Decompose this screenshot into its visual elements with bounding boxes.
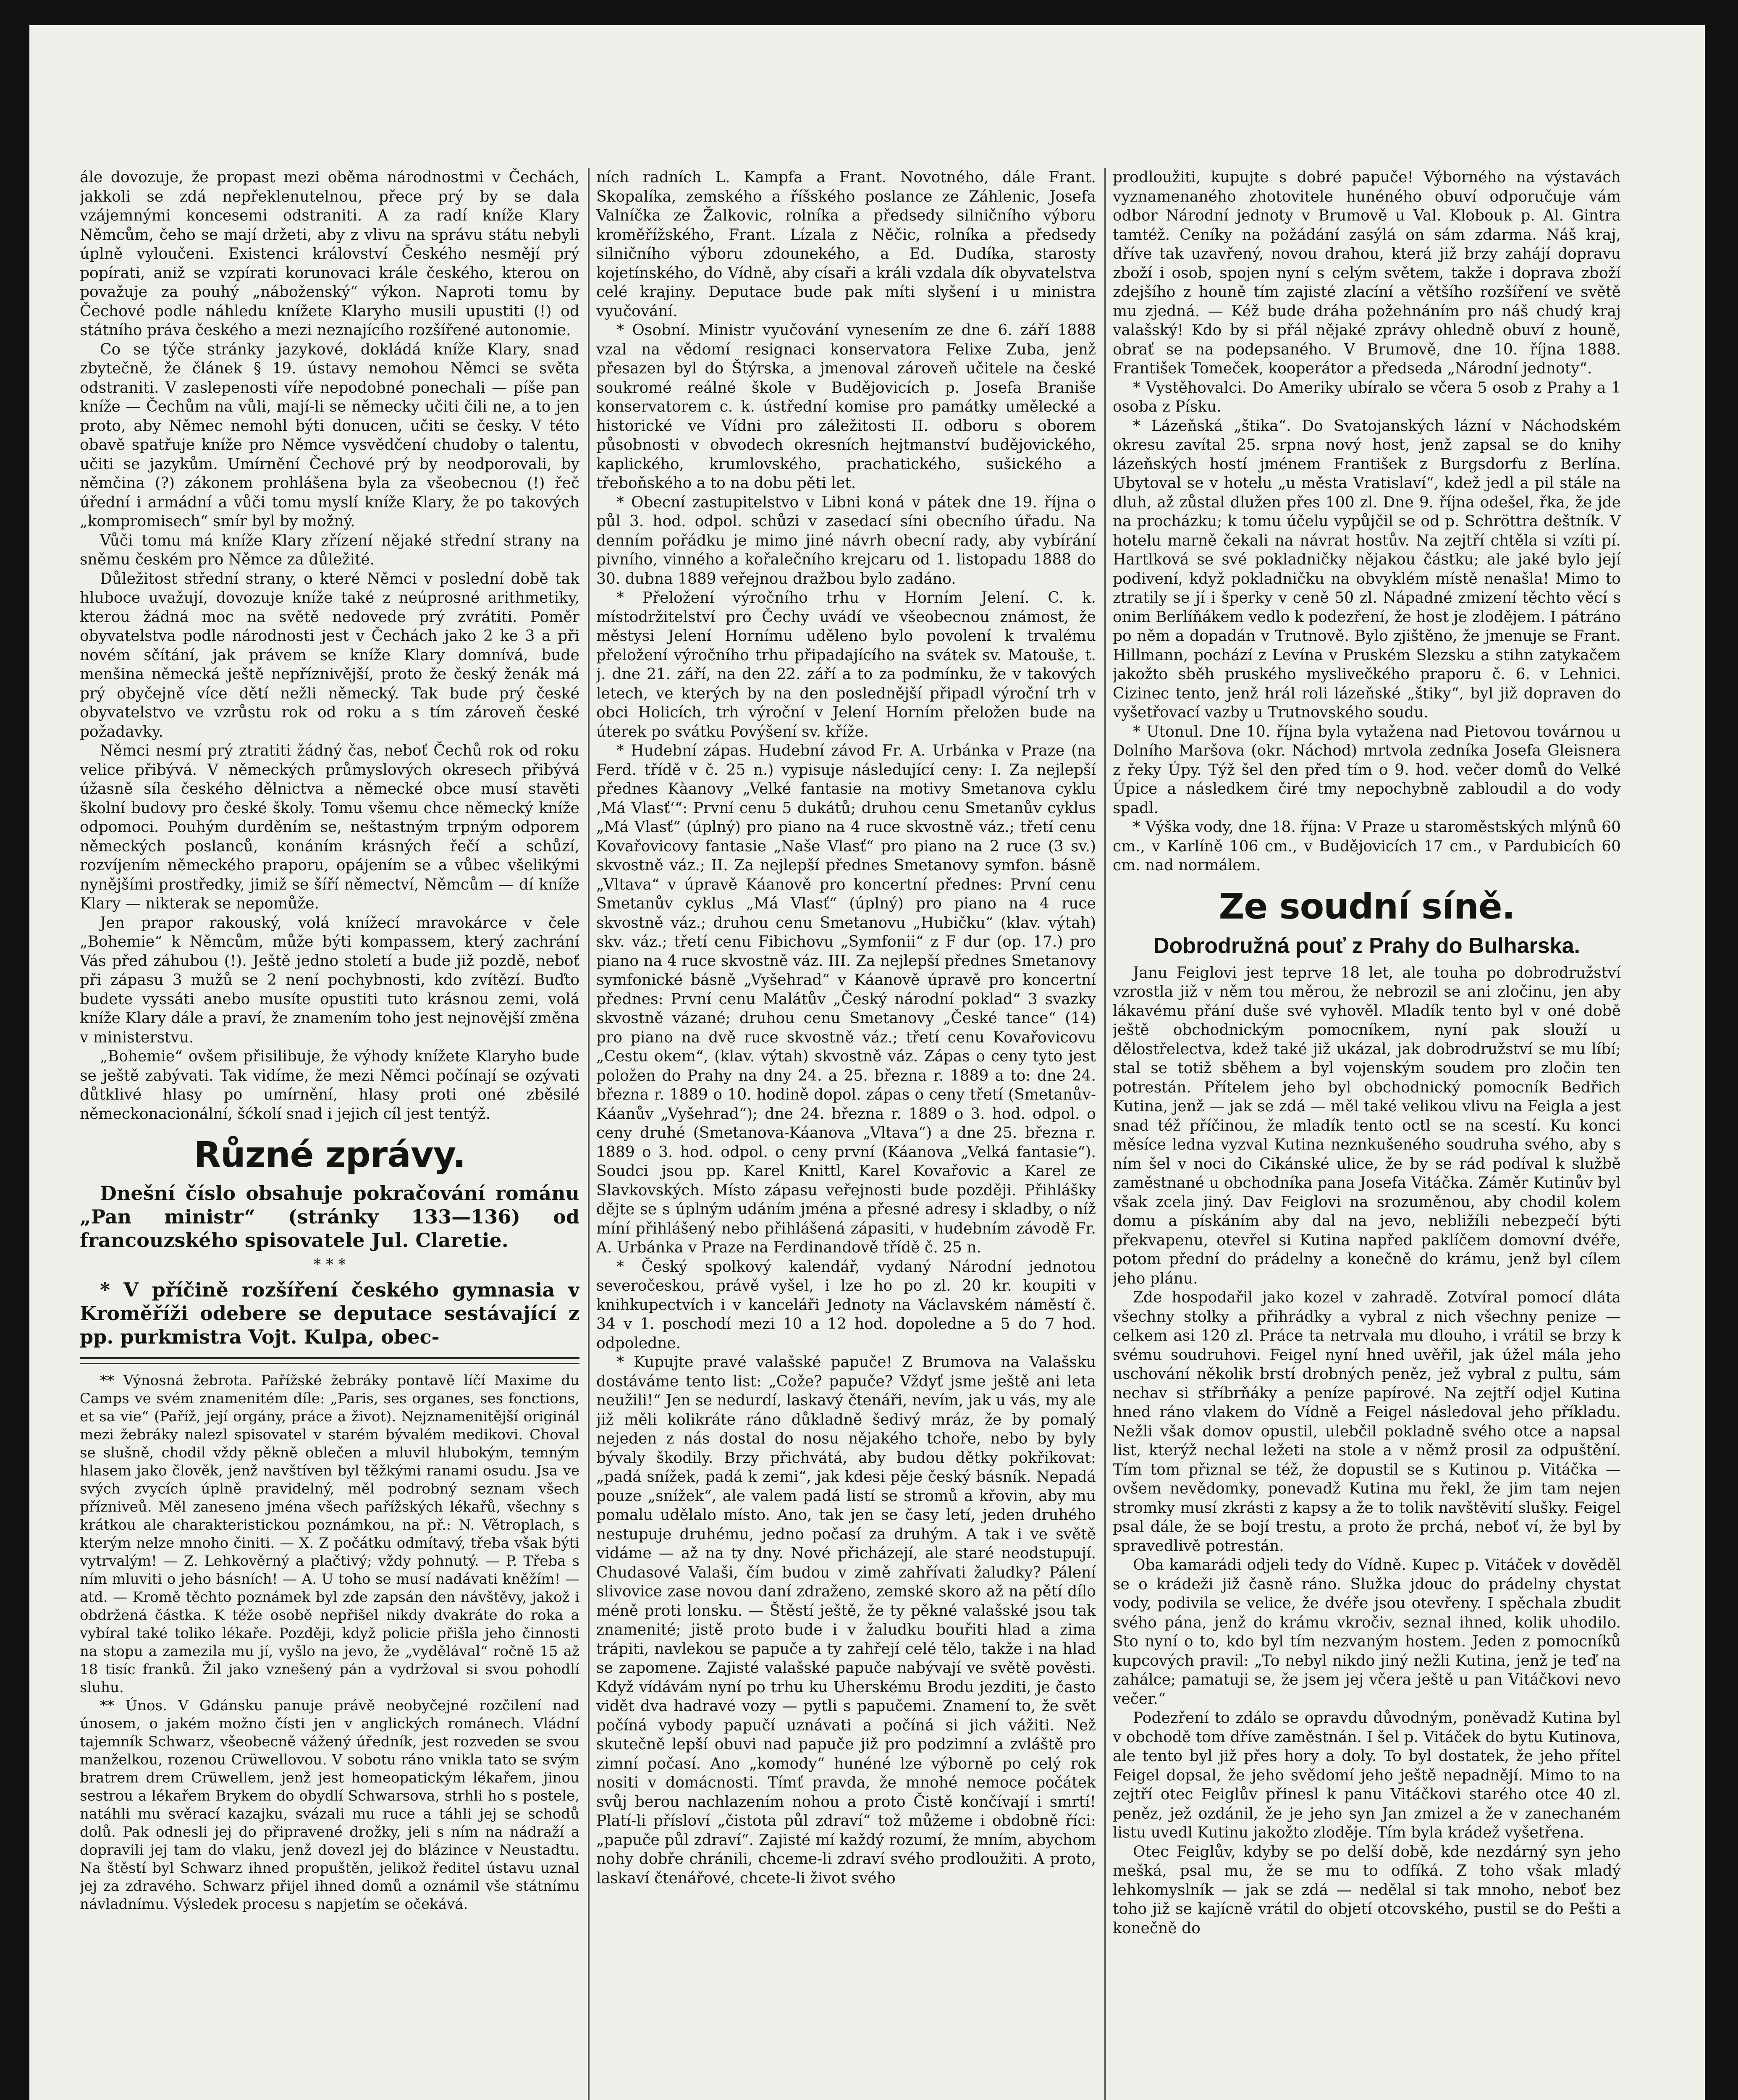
news-item: * Hudební zápas. Hudební závod Fr. A. Urbánka v Praze (na Ferd. třídě v č. 25 n.) vypisuje následující ceny: I. Za nejlepší přednes Kàanovy „Velké fantasie na motivy Smetanova cyklu ‚Má Vlasť‘“: První cenu 5 dukátů; druhou cenu Smetanův cyklus „Má Vlasť“ (úplný) pro piano na 4 ruce skvostně váz.; třetí cenu Kovařovicovy fantasie „Naše Vlasť“ pro piano na 2 ruce (3 sv.) skvostně váz.; II. Za nejlepší přednes Smetanovy symfon. básně „Vltava“ v úpravě Káanově pro koncertní přednes: První cenu Smetanův cyklus „Má Vlasť“ (úplný) pro piano na 4 ruce skvostně váz.; druhou cenu Smetanovu „Hubičku“ (klav. výtah) skv. váz.; třetí cenu Fibichovu „Symfonii“ z F dur (op. 17.) pro piano na 4 ruce skvostně váz. III. Za nejlepší přednes Smetanovy symfonické básně „Vyšehrad“ v Káanově úpravě pro koncertní přednes: První cenu Malátův „Český národní poklad“ 3 svazky skvostně vázané; druhou cenu Smetanovy „České tance“ (14) pro piano na dvě ruce skvostně váz.; třetí cenu Kovařovicovu „Cestu okem“, (klav. výtah) skvostně váz. Zápas o ceny tyto jest položen do Prahy na dny 24. a 25. března r. 1889 a to: dne 24. března r. 1889 o 10. hodině dopol. zápas o ceny třetí (Smetanův-Káanův „Vyšehrad“); dne 24. března r. 1889 o 3. hod. odpol. o ceny druhé (Smetanova-Káanova „Vltava“) a dne 25. března r. 1889 o 3. hod. odpol. o ceny první (Káanova „Velká fantasie“). Soudci jsou pp. Karel Knittl, Karel Kovařovic a Karel ze Slavkovských. Místo zápasu veřejnosti bude později. Přihlášky dějte se s úplným udáním jména a přesné adresy i skladby, o níž míní přihlášený nebo přihlášená zápasiti, v hudebním závodě Fr. A. Urbánka v Praze na Ferdinandově třídě č. 25 n. [596,742,1096,1256]
article-paragraph: Janu Feiglovi jest teprve 18 let, ale touha po dobrodružství vzrostla již v něm tou měrou, že nebrozil se ani zločinu, jen aby lákavému přání duše své vyhověl. Mladík tento byl v oné době ještě obchodnickým pomocníkem, nyní pak slouží u dělostřelectva, kdež také již ukázal, jak dobrodružství se mu líbí; stal se totiž sběhem a byl vojenským soudem pro zločin ten potrestán. Přítelem jeho byl obchodnický pomocník Bedřich Kutina, jenž — jak se zdá — měl také velikou vlivu na Feigla a jest snad též příčinou, že mladík tento octl se na scestí. Ku konci měsíce ledna vyzval Kutina neznkušeného soudruha svého, aby s ním šel v noci do Cikánské ulice, že by se rád podíval k službě zaměstnané u obchodníka pana Josefa Vitáčka. Záměr Kutinův byl však zcela jiný. Dav Feiglovi na srozuměnou, aby chodil kolem domu a pískáním aby dal na jevo, nebližíli nebezpečí býti překvapenu, otevřel si Kutina napřed paklíčem domovní dvéře, potom přední do prádelny a konečně do krámu, jenž byl cílem jeho plánu. [1113,964,1621,1287]
news-item: ních radních L. Kampfa a Frant. Novotného, dále Frant. Skopalíka, zemského a říšského poslance ze Záhlenic, Josefa Valníčka ze Žalkovic, rolníka a předsedy silničního výboru kroměřížského, Frant. Lízala z Něčic, rolníka a předsedy silničního výboru zdounekého, a Ed. Dudíka, starosty kojetínského, do Vídně, aby císaři a králi vzdala dík obyvatelstva celé krajiny. Deputace bude pak míti slyšení i u ministra vyučování. [596,169,1096,320]
column-middle [596,168,1096,2100]
newspaper-scan [29,25,1705,2100]
column-rule [588,168,590,2100]
article-paragraph: ále dovozuje, že propast mezi oběma národnostmi v Čechách, jakkoli se zdá nepřeklenutelnou, přece prý by se dala vzájemnými koncesemi odstraniti. A za radí kníže Klary Němcům, čeho se mají držeti, aby z vlivu na správu státu nebyli úplně vyloučeni. Existenci království Českého nesmějí prý popírati, aniž se vzpírati korunovaci krále českého, kterou on považuje za pouhý „náboženský“ výkon. Naproti tomu by Čechové podle náhledu knížete Klaryho musili upustiti (!) od státního práva českého a mezi neznajícího rozšířené autonomie. [80,169,579,339]
article-paragraph: Důležitost střední strany, o které Němci v poslední době tak hluboce uvažují, dovozuje kníže také z neúprosné arithmetiky, kterou žádná moc na světě nedovede prý zvrátiti. Poměr obyvatelstva podle národnosti jest v Čechách jako 2 ke 3 a při novém sčítání, jak právem se kníže Klary domnívá, bude menšina německá ještě nepříznivější, proto že český ženák má prý obyčejně více dětí nežli německý. Tak bude prý české obyvatelstvo ve vzrůstu rok od roku a s tím zároveň české požadavky. [80,570,579,740]
article-paragraph: Vůči tomu má kníže Klary zřízení nějaké střední strany na sněmu českém pro Němce za důležité. [80,532,579,568]
news-item: * Osobní. Ministr vyučování vynesením ze dne 6. září 1888 vzal na vědomí resignaci konservatora Felixe Zuba, jenž přesazen byl do Štýrska, a jmenoval zároveň učitele na české soukromé reálné škole v Budějovicích p. Josefa Braniše konservatorem c. k. ústřední komise pro památky umělecké a historické ve Vídni pro záležitosti II. odboru s oborem působnosti v obvodech okresních hejtmanství budějovického, kaplického, krumlovského, prachatického, sušického a třeboňského a to na dobu pěti let. [596,322,1096,492]
news-item: prodloužiti, kupujte s dobré papuče! Výborného na výstavách vyznamenaného zhotovitele hunéného obuví odporučuje vám odbor Národní jednoty v Brumově u Val. Klobouk p. Al. Gintra tamtéž. Ceníky na požádání zasýlá on sám zdarma. Náš kraj, dříve tak uzavřený, novou drahou, která již brzy zahájí dopravu zboží i osob, spojen nyní s celým světem, takže i doprava zboží zdejšího z houně tím zajisté zlacíní a většího rozšíření ve světě mu zjedná. — Kéž bude dráha požehnáním pro náš chudý kraj valašský! Kdo by si přál nějaké zprávy ohledně obuví z houně, obrať se na podepsaného. V Brumově, dne 10. října 1888. František Tomeček, kooperátor a předseda „Národní jednoty“. [1113,169,1621,377]
court-article-title: Dobrodružná pouť z Prahy do Bulharska. [1153,933,1580,958]
news-item: * Utonul. Dne 10. října byla vytažena nad Pietovou továrnou u Dolního Maršova (okr. Náchod) mrtvola zedníka Josefa Gleisnera z řeky Úpy. Týž šel den před tím o 9. hod. večer domů do Velké Úpice a následkem čiré tmy nepochybně zabloudil a do vody spadl. [1113,723,1621,817]
article-paragraph: „Bohemie“ ovšem přisilibuje, že výhody knížete Klaryho bude se ještě zabývati. Tak vidíme, že mezi Němci počínají se ozývati důtklivé hlasy po umírnění, hlasy proti oné zběsilé německonacionální, šćkolí snad i jejich cíl jest tentýž. [80,1048,579,1123]
news-item: * Výška vody, dne 18. října: V Praze u staroměstských mlýnů 60 cm., v Karlíně 106 cm., v Budějovicích 17 cm., v Pardubicích 60 cm. nad normálem. [1113,819,1621,874]
news-item: * Český spolkový kalendář, vydaný Národní jednotou severočeskou, právě vyšel, i lze ho po zl. 20 kr. koupiti v knihkupectvích i v kanceláři Jednoty na Václavském náměstí č. 34 v 1. poschodí mezi 10 a 12 hod. dopoledne a 5 do 7 hod. odpoledne. [596,1258,1096,1352]
column-rule [1104,168,1106,2100]
article-paragraph: Oba kamarádi odjeli tedy do Vídně. Kupec p. Vitáček v dověděl se o krádeži již časně ráno. Služka jdouc do prádelny chystat vody, podivila se velice, že dvéře jsou otevřeny. I spěchala zbudit svého pána, jenž do krámu vkročiv, seznal ihned, kolik uhodilo. Sto nyní o to, kdo byl tím nezvaným hostem. Jeden z pomocníků kupcových pravil: „To nebyl nikdo jiný nežli Kutina, jenž je teď na zahálce; pamatuji se, že jsem jej včera ještě u pan Vitáčkovi nevo večer.“ [1113,1557,1621,1708]
article-paragraph: Otec Feiglův, kdyby se po delší době, kde nezdárný syn jeho mešká, psal mu, že se mu to odfíká. Z toho však mladý lehkomyslník — jak se zdá — nedělal si tak mnoho, neboť bez toho již se kajícně vrátil do objetí otcovského, pustil se do Pešti a konečně do [1113,1843,1621,1937]
section-heading: Různé zprávy. [194,1134,466,1175]
article-paragraph: Podezření to zdálo se opravdu důvodným, poněvadž Kutina byl v obchodě tom dříve zaměstnán. I šel p. Vitáček do bytu Kutinova, ale tento byl již přes hory a doly. To byl dostatek, že jeho přítel Feigel dopsal, že jeho svědomí jeho ještě nepadnějí. Mimo to na zejtří otec Feiglův přinesl k panu Vitáčkovi starého otce 40 zl. peněz, jež ozdánil, že je jeho syn Jan zmizel a že v zanechaném listu uvedl Kutinu jakožto zloděje. Tím byla krádež vyšetřena. [1113,1709,1621,1841]
news-item: * V příčině rozšíření českého gymnasia v Kroměříži odebere se deputace sestávající z pp. purkmistra Vojt. Kulpa, obec- [80,1278,579,1348]
news-item: * Kupujte pravé valašské papuče! Z Brumova na Valašsku dostáváme tento list: „Cože? papuče? Vždyť jsme ještě ani leta neužili!“ Jen se nedurdí, laskavý čtenáři, nevím, jak u vás, my ale již měli kolikráte ráno důkladně šedivý mráz, že by pomalý nejeden z nás dostal do nosu nějakého tchoře, nebo by byly bývaly škodily. Brzy přichvátá, aby budou dětky pokřikovat: „padá snížek, padá k zemi“, jak kdesi pěje český básník. Nepadá pouze „snížek“, ale valem padá listí se stromů a křovin, aby mu pomalu udělalo místo. Ano, tak jen se časy letí, jeden druhého nestupuje druhému, jedno počasí za druhým. A tak i ve světě vidáme — až na ty dny. Nové přicházejí, ale staré neodstupují. Chudasové Valaši, čím budou v zimě zahřívati žaludky? Pálení slivovice zase novou daní zdraženo, zemské skoro až na pětí dílo méně proti lonsku. — Štěstí ještě, že ty pěkné valašské jsou tak znamenité; jistě proto bude i v žaludku bouřiti hlad a zima trápiti, navlekou se papuče a ty zahřejí celé tělo, takže i na hlad se zapomene. Zajisté valašské papuče nabývají ve světě pověsti. Když vídávám nyní po trhu ku Uherskému Brodu jezditi, je často vidět dva hadravé vozy — pytli s papučemi. Znamení to, že svět počíná vybody papučí uznávati a počíná si jich vážiti. Než skutečně lepší obuvi nad papuče již pro podzimní a zvláště pro zimní počasí. Ano „komody“ hunéné lze výborně po celý rok nositi v domácnosti. Tímť pravda, že mnohé nemoce počátek svůj berou nachlazením nohou a proto Čistě končívají i smrtí! Platí-li přísloví „čistota půl zdraví“ tož můžeme i obdobně říci: „papuče půl zdraví“. Zajisté mí každý rozumí, že mním, abychom nohy dobře chránili, chceme-li zdraví svého prodloužiti. A proto, laskaví čtenářové, chcete-li život svého [596,1354,1096,1887]
feuilleton-item: ** Výnosná žebrota. Pařížské žebráky pontavě líčí Maxime du Camps ve svém znamenitém díle: „Paris, ses organes, ses fonctions, et sa vie“ (Paříž, její orgány, práce a život). Nejznamenitější originál mezi žebráky nalezl spisovatel v starém bývalém medikovi. Choval se slušně, chodil vždy pěkně oblečen a mluvil hlubokým, temným hlasem jako člověk, jenž navštíven byl těžkými ranami osudu. Jsa ve svých zvycích úplně pravidelný, měl podrobný seznam všech přízniveů. Měl zaneseno jména všech pařížských lékařů, všechny s krátkou ale charakteristickou poznámkou, na př.: N. Větroplach, s kterým nelze mnoho činiti. — X. Z počátku odmítavý, třeba však býti vytrvalým! — Z. Lehkověrný a plačtivý; vždy pohnutý. — P. Třeba s ním mluviti o jeho básních! — A. U toho se musí nadávati kněžím! — atd. — Kromě těchto poznámek byl zde zapsán den návštěvy, jakož i obdržená částka. K téže osobě nepřišel nikdy dvakráte do roka a vybíral také toliko lékaře. Později, když policie přišla jeho činnosti na stopu a zamezila mu jí, vyšlo na jevo, že „vydělával“ ročně 15 až 18 tisíc franků. Žil jako vznešený pán a vydržoval si svou pohodlí sluhu. [80,1372,579,1696]
news-item: * Lázeňská „štika“. Do Svatojanských lázní v Náchodském okresu zavítal 25. srpna nový host, jenž zapsal se do knihy lázeňských hostí jménem František z Burgsdorfu z Berlína. Ubytoval se v hotelu „u města Vratislaví“, kdež jedl a pil stále na dluh, až zůstal dlužen přes 100 zl. Dne 9. října odešel, řka, že jde na procházku; k tomu účelu vypůjčil se od p. Schröttra deštník. V hotelu marně čekali na návrat hostův. Na zejtří chtěla si vzíti pí. Hartlková se své pokladničky nějakou částku; ale jaké bylo její podivení, když pokladničku na obvyklém místě nenašla! Mimo to ztratily se jí i šperky v ceně 50 zl. Nápadné zmizení těchto věcí s onim Berlíňákem vedlo k podezření, že host je zlodějem. I pátráno po něm a dopadán v Trutnově. Bylo zjištěno, že jmenuje se Frant. Hillmann, pochází z Levína v Pruském Slezsku a stihn zatykačem jakožto sběh pruského myslivečkého praporu č. 6. v Lehnici. Cizinec tento, jenž hrál roli lázeňské „štiky“, byl již dopraven do vyšetřovací vazby u Trutnovského soudu. [1113,417,1621,721]
notice-paragraph: Dnešní číslo obsahuje pokračování románu „Pan ministr“ (stránky 133—136) od francouzského spisovatele Jul. Claretie. [80,1182,579,1252]
column-right [1113,168,1621,2100]
article-paragraph: Němci nesmí prý ztratiti žádný čas, neboť Čechů rok od roku velice přibývá. V německých průmyslových okresech přibývá úžasně síla českého dělnictva a německé obce musí stavěti školní budovy pro české školy. Tomu všemu chce německý kníže odpomoci. Pouhým durděním se, neštastným trpným odporem německých poslanců, konáním krásných řečí a schůzí, rozvíjením německého praporu, opájením se a vůbec všelikými nynějšími prostředky, jimiž se šíří němectví, Němcům — dí kníže Klary — nikterak se nepomůže. [80,742,579,912]
article-paragraph: Jen prapor rakouský, volá knížecí mravokárce v čele „Bohemie“ k Němcům, může býti kompassem, který zachrání Vás před záhubou (!). Ještě jedno století a bude již pozdě, neboť při zápasu 3 mužů se 2 není pochybnosti, kdo zvítězí. Buďto budete vyssáti anebo musíte opustiti tuto krásnou zemi, volá kníže Klary dále a praví, že znamením toho jest nejnovější změna v ministerstvu. [80,914,579,1046]
section-divider [80,1357,579,1364]
news-item: * Vystěhovalci. Do Ameriky ubíralo se včera 5 osob z Prahy a 1 osoba z Písku. [1113,379,1621,415]
news-item: * Obecní zastupitelstvo v Libni koná v pátek dne 19. října o půl 3. hod. odpol. schůzi v zasedací síni obecního úřadu. Na denním pořádku je mimo jiné návrh obecní rady, aby vybírání pivního, vinného a kořalečního krejcaru od 1. listopadu 1888 do 30. dubna 1889 veřejnou dražbou bylo zadáno. [596,494,1096,588]
feuilleton-item: ** Únos. V Gdánsku panuje právě neobyčejné rozčilení nad únosem, o jakém možno čísti jen v anglických románech. Vládní tajemník Schwarz, všeobecně vážený úředník, jest rozveden se svou manželkou, rozenou Crüwellovou. V sobotu ráno vnikla tato se svým bratrem drem Crüwellem, jenž jest homeopatickým lékařem, jinou sestrou a lékařem Brykem do obydlí Schwarsova, strhli ho s postele, natáhli mu svěrací kazajku, svázali mu ruce a táhli jej se schodů dolů. Pak odnesli jej do připravené drožky, jeli s ním na nádraží a dopravili jej tam do vlaku, jenž dovezl jej do blázince v Neustadtu. Na štěstí byl Schwarz ihned propuštěn, jelikož ředitel ústavu uznal jej za zdravého. Schwarz přijel ihned domů a oznámil vše státnímu návladnímu. Výsledek procesu s napjetím se očekává. [80,1697,579,1913]
article-paragraph: Zde hospodařil jako kozel v zahradě. Zotvíral pomocí dláta všechny stolky a přihrádky a vybral z nich všechny penize — celkem asi 120 zl. Práce ta netrvala mu dlouho, i vrátil se brzy k svému soudruhovi. Feigel nyní hned uvěřil, jak úžel mála jeho uschování několik brstí drobných peněz, jež vybral z pultu, sám nechav si stříbrňáky a peníze papírové. Na zejtří odjel Kutina hned ráno vlakem do Vídně a Feigel následoval jeho příkladu. Nežli však domov opustil, ulebčil pokladně svého otce a napsal list, kterýž nechal ležeti na stole a v němž prosil za odpuštění. Tím tom přiznal se též, že dopustil se s Kutinou p. Vitáčka — ovšem nevědomky, ponevadž Kutina mu řekl, že jim tam nejen stromky musí zkrásti z kapsy a že to tolik navštěvití slušky. Feigel psal dále, že se bojí trestu, a proto že prchá, neboť ví, že byl by spravedlivě potrestán. [1113,1289,1621,1555]
newspaper-page [80,168,1625,2100]
separator-stars: * * * [313,1256,346,1273]
news-item: * Přeložení výročního trhu v Horním Jelení. C. k. místodržitelství pro Čechy uvádí ve všeobecnou známost, že městysi Jelení Hornímu uděleno bylo povolení k trvalému přeložení výročního trhu připadajícího na svátek sv. Matouše, t. j. dne 21. září, na den 22. září a to za podmínku, že v takových letech, ve kterých by na den poslednější připadl výroční trh v obci Holicích, trh výroční v Jelení Horním přeložen bude na úterek po svátku Povýšení sv. kříže. [596,589,1096,740]
article-paragraph: Co se týče stránky jazykové, dokládá kníže Klary, snad zbytečně, že článek § 19. ústavy nemohou Němci se světa odstraniti. V zaslepenosti víře nepodobné ponechali — píše pan kníže — Čechům na vůli, mají-li se německy učiti čili ne, a to jen proto, aby Němec nemohl býti donucen, učiti se česky. V této obavě spatřuje kníže pro Němce vysvědčení chudoby o talentu, učiti se jazykům. Umírnění Čechové prý by neodporovali, by němčina (?) zákonem prohlášena byla za všeobecnou (!) řeč úřední i armádní a vůči tomu myslí kníže Klary, že po takových „kompromisech“ smír byl by možný. [80,341,579,530]
court-section-heading: Ze soudní síně. [1219,885,1515,927]
column-left [80,168,579,2100]
